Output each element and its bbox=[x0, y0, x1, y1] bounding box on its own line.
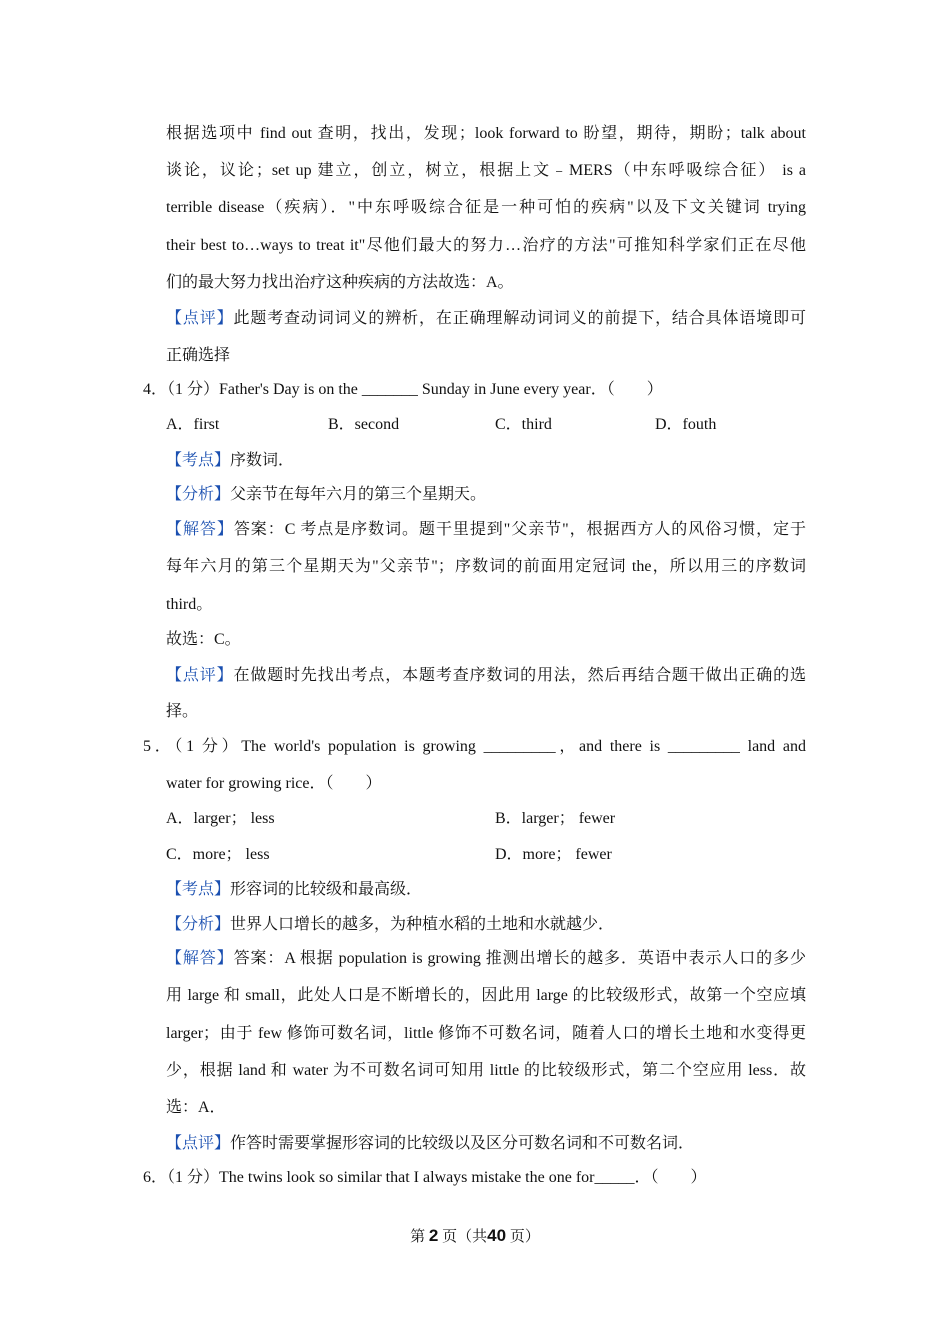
q5-jieda-cont: 少，根据 land 和 water 为不可数名词可知用 little 的比较级形式，第二个空应用 less．故 bbox=[166, 1062, 806, 1079]
q5-option-c: C．more； less bbox=[166, 846, 270, 863]
kaodian-tag: 【考点】 bbox=[166, 452, 231, 469]
dianping-tag: 【点评】 bbox=[166, 1135, 231, 1152]
q4-option-a: A．first bbox=[166, 416, 220, 433]
q6-stem: 6．（1 分）The twins look so similar that I always mistake the one for_____．（ ） bbox=[143, 1169, 707, 1186]
dianping-tag: 【点评】 bbox=[166, 667, 234, 684]
q5-option-d: D．more； fewer bbox=[495, 846, 612, 863]
q4-answer: 故选：C。 bbox=[166, 631, 241, 648]
footer-suffix: 页） bbox=[509, 1229, 540, 1245]
q4-option-c: C．third bbox=[495, 416, 552, 433]
fenxi-tag: 【分析】 bbox=[166, 916, 231, 933]
q4-option-b: B．second bbox=[328, 416, 400, 433]
q5-kaodian bbox=[166, 880, 806, 900]
q5-option-b: B．larger； fewer bbox=[495, 810, 616, 827]
q5-option-a: A．larger； less bbox=[166, 810, 275, 827]
q5-stem: 5．（1 分）The world's population is growing _________，and there is _________ land and bbox=[143, 738, 806, 755]
q3-analysis-line: 们的最大努力找出治疗这种疾病的方法故选：A。 bbox=[166, 274, 514, 291]
q4-stem: 4．（1 分）Father's Day is on the _______ Sunday in June every year．（ ） bbox=[143, 381, 663, 398]
fenxi-text: 世界人口增长的越多，为种植水稻的土地和水就越少． bbox=[230, 916, 615, 933]
q3-comment bbox=[166, 309, 806, 329]
jieda-text: 答案：C 考点是序数词。题干里提到"父亲节"，根据西方人的风俗习惯，定于 bbox=[233, 521, 806, 538]
q4-jieda-cont: third。 bbox=[166, 596, 213, 613]
q3-comment-cont: 正确选择 bbox=[166, 347, 231, 364]
kaodian-text: 序数词． bbox=[230, 452, 295, 469]
jieda-tag: 【解答】 bbox=[166, 521, 234, 538]
q4-dianping bbox=[166, 666, 806, 686]
fenxi-text: 父亲节在每年六月的第三个星期天。 bbox=[230, 486, 487, 503]
q5-jieda-cont: 用 large 和 small，此处人口是不断增长的，因此用 large 的比较级形式，故第一个空应填 bbox=[166, 987, 806, 1004]
q3-analysis-line: terrible disease（疾病）．"中东呼吸综合征是一种可怕的疾病"以及下文关键词 trying bbox=[166, 199, 806, 216]
q5-jieda bbox=[166, 949, 806, 969]
q5-fenxi bbox=[166, 915, 806, 935]
q3-analysis-line: 谈论，议论；set up 建立，创立，树立，根据上文﹣MERS（中东呼吸综合征） is a bbox=[166, 162, 806, 179]
kaodian-tag: 【考点】 bbox=[166, 881, 231, 898]
total-pages: 40 bbox=[487, 1226, 507, 1245]
q4-fenxi bbox=[166, 485, 806, 505]
q4-option-d: D．fouth bbox=[655, 416, 717, 433]
footer-middle: 页（共 bbox=[442, 1229, 488, 1245]
page-footer bbox=[0, 1226, 950, 1247]
q4-kaodian bbox=[166, 451, 806, 471]
jieda-tag: 【解答】 bbox=[166, 950, 234, 967]
dianping-text: 在做题时先找出考点，本题考查序数词的用法，然后再结合题干做出正确的选 bbox=[233, 667, 806, 684]
q4-dianping-cont: 择。 bbox=[166, 703, 199, 720]
footer-prefix: 第 bbox=[410, 1229, 426, 1245]
fenxi-tag: 【分析】 bbox=[166, 486, 231, 503]
q4-jieda bbox=[166, 520, 806, 540]
comment-tag: 【点评】 bbox=[166, 310, 234, 327]
q3-analysis-line: their best to…ways to treat it"尽他们最大的努力…治疗的方法"可推知科学家们正在尽他 bbox=[166, 237, 806, 254]
q5-dianping bbox=[166, 1134, 806, 1154]
dianping-text: 作答时需要掌握形容词的比较级以及区分可数名词和不可数名词． bbox=[230, 1135, 695, 1152]
q5-jieda-cont: 选：A． bbox=[166, 1099, 226, 1116]
q3-analysis-line: 根据选项中 find out 查明，找出，发现；look forward to 盼望，期待，期盼；talk about bbox=[166, 125, 806, 142]
q4-jieda-cont: 每年六月的第三个星期天为"父亲节"；序数词的前面用定冠词 the，所以用三的序数词 bbox=[166, 558, 806, 575]
comment-text: 此题考查动词词义的辨析，在正确理解动词词义的前提下，结合具体语境即可 bbox=[233, 310, 806, 327]
q5-stem-cont: water for growing rice．（ ） bbox=[166, 775, 382, 792]
q5-jieda-cont: larger；由于 few 修饰可数名词，little 修饰不可数名词，随着人口的增长土地和水变得更 bbox=[166, 1025, 806, 1042]
kaodian-text: 形容词的比较级和最高级． bbox=[230, 881, 423, 898]
jieda-text: 答案：A 根据 population is growing 推测出增长的越多．英语中表示人口的多少 bbox=[233, 950, 806, 967]
page-number: 2 bbox=[428, 1226, 439, 1245]
